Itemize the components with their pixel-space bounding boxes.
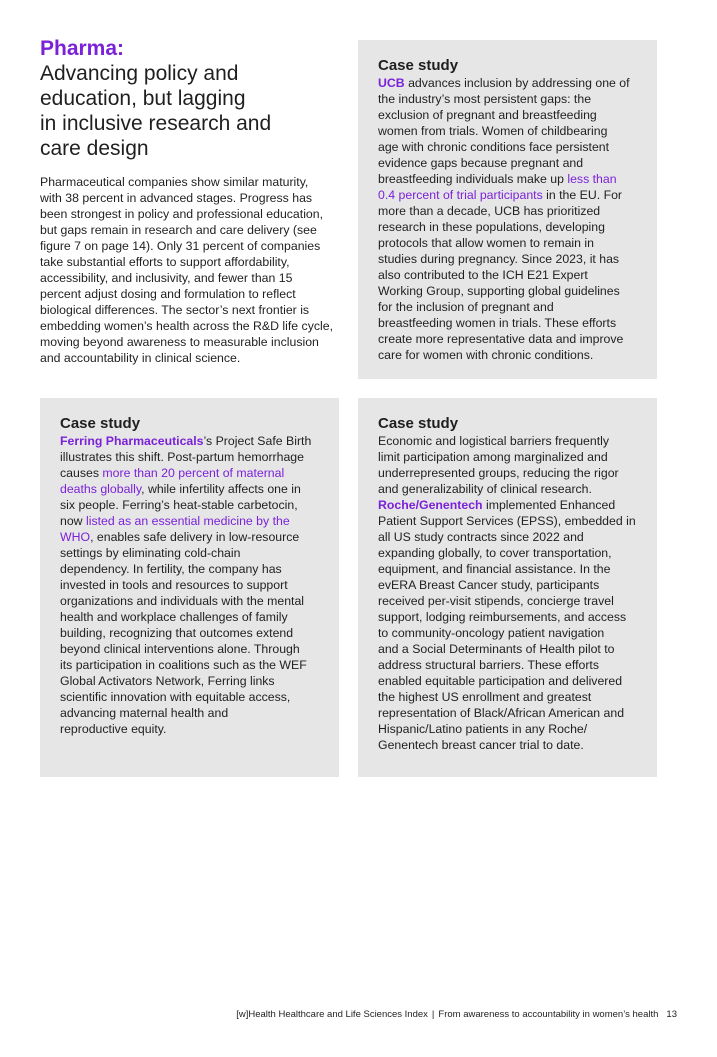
text-line: the highest US enrollment and greatest bbox=[378, 690, 592, 704]
text-line: research in these populations, developing bbox=[378, 220, 605, 234]
text-line: evidence gaps because pregnant and bbox=[378, 156, 584, 170]
text-line bbox=[378, 497, 637, 513]
text-line: all US study contracts since 2022 and bbox=[378, 530, 584, 544]
text-segment: causes bbox=[60, 466, 103, 480]
text-line: exclusion of pregnant and breastfeeding bbox=[378, 108, 597, 122]
text-line: illustrates this shift. Post-partum hemorrhage bbox=[60, 450, 304, 464]
text-line: more than a decade, UCB has prioritized bbox=[378, 204, 601, 218]
text-line bbox=[60, 529, 319, 545]
text-line: Genentech breast cancer trial to date. bbox=[378, 738, 584, 752]
section-kicker: Pharma: bbox=[40, 37, 125, 60]
text-line: accessibility, and inclusivity, and fewer than 15 bbox=[40, 271, 293, 285]
text-line: limit participation among marginalized and bbox=[378, 450, 608, 464]
text-line: and a Social Determinants of Health pilot to bbox=[378, 642, 615, 656]
text-line: with 38 percent in advanced stages. Progress has bbox=[40, 191, 313, 205]
maternal-deaths-link[interactable]: more than 20 percent of maternal bbox=[102, 466, 285, 480]
case-study-body bbox=[378, 75, 637, 363]
text-line: reproductive equity. bbox=[60, 722, 167, 736]
text-segment: , while infertility affects one in bbox=[141, 482, 301, 496]
case-study-title: Case study bbox=[378, 57, 459, 74]
text-line: support, lodging reimbursements, and access bbox=[378, 610, 627, 624]
text-segment: now bbox=[60, 514, 86, 528]
text-line bbox=[378, 171, 637, 187]
text-line: create more representative data and improve bbox=[378, 332, 624, 346]
company-name-ucb: UCB bbox=[378, 76, 405, 90]
text-line: but gaps remain in research and care delivery (see bbox=[40, 223, 317, 237]
text-line: embedding women’s health across the R&D life cycle, bbox=[40, 319, 333, 333]
page-title bbox=[40, 61, 345, 161]
text-line: underrepresented groups, reducing the rigor bbox=[378, 466, 619, 480]
case-study-ferring bbox=[40, 398, 339, 777]
text-line: building, recognizing that outcomes extend bbox=[60, 626, 294, 640]
text-line: figure 7 on page 14). Only 31 percent of companies bbox=[40, 239, 321, 253]
text-line: moving beyond awareness to measurable inclusion bbox=[40, 335, 319, 349]
text-line: settings by eliminating cold-chain bbox=[60, 546, 241, 560]
text-segment: ’s Project Safe Birth bbox=[203, 434, 312, 448]
headline-line: education, but lagging bbox=[40, 87, 246, 110]
text-segment: advances inclusion by addressing one of bbox=[404, 76, 630, 90]
text-segment: implemented Enhanced bbox=[482, 498, 616, 512]
case-study-ucb bbox=[358, 40, 657, 379]
case-study-roche bbox=[358, 398, 657, 777]
headline-line: care design bbox=[40, 137, 149, 160]
text-line bbox=[60, 513, 319, 529]
page-footer bbox=[236, 1009, 677, 1020]
text-line: address structural barriers. These efforts bbox=[378, 658, 599, 672]
company-name-roche: Roche/Genentech bbox=[378, 498, 483, 512]
text-line: representation of Black/African American and bbox=[378, 706, 625, 720]
text-line: scientific innovation with equitable access, bbox=[60, 690, 291, 704]
text-line: beyond clinical interventions alone. Through bbox=[60, 642, 300, 656]
text-line: expanding globally, to cover transportation, bbox=[378, 546, 612, 560]
text-line: protocols that allow women to remain in bbox=[378, 236, 594, 250]
text-line: take substantial efforts to support affordability, bbox=[40, 255, 290, 269]
essential-medicine-link[interactable]: WHO bbox=[60, 530, 91, 544]
text-line: biological differences. The sector’s next frontier is bbox=[40, 303, 310, 317]
text-line: Global Activators Network, Ferring links bbox=[60, 674, 275, 688]
text-line bbox=[378, 75, 637, 91]
text-line: enabled equitable participation and delivered bbox=[378, 674, 623, 688]
trial-participants-link[interactable]: 0.4 percent of trial participants bbox=[378, 188, 543, 202]
headline-line: Advancing policy and bbox=[40, 62, 239, 85]
text-line: Working Group, supporting global guidelines bbox=[378, 284, 620, 298]
maternal-deaths-link[interactable]: deaths globally bbox=[60, 482, 142, 496]
case-study-title: Case study bbox=[378, 415, 459, 432]
text-line: dependency. In fertility, the company has bbox=[60, 562, 282, 576]
text-segment: breastfeeding individuals make up bbox=[378, 172, 568, 186]
text-line: the industry’s most persistent gaps: the bbox=[378, 92, 592, 106]
text-line: also contributed to the ICH E21 Expert bbox=[378, 268, 588, 282]
text-line bbox=[60, 433, 319, 449]
text-line: six people. Ferring’s heat-stable carbetocin, bbox=[60, 498, 298, 512]
text-line: received per-visit stipends, concierge travel bbox=[378, 594, 614, 608]
text-line: organizations and individuals with the mental bbox=[60, 594, 305, 608]
case-study-body bbox=[60, 433, 319, 737]
footer-report-name: [w]Health Healthcare and Life Sciences Index bbox=[236, 1009, 428, 1020]
intro-paragraph bbox=[40, 174, 345, 366]
intro-section bbox=[40, 36, 345, 366]
headline-line: in inclusive research and bbox=[40, 112, 272, 135]
text-line: to community-oncology patient navigation bbox=[378, 626, 605, 640]
text-line: advancing maternal health and bbox=[60, 706, 229, 720]
trial-participants-link[interactable]: less than bbox=[567, 172, 617, 186]
company-name-ferring: Ferring Pharmaceuticals bbox=[60, 434, 204, 448]
text-line bbox=[378, 187, 637, 203]
text-line: age with chronic conditions face persistent bbox=[378, 140, 610, 154]
case-study-body bbox=[378, 433, 637, 753]
text-line bbox=[60, 481, 319, 497]
text-line: been strongest in policy and professional education, bbox=[40, 207, 324, 221]
footer-separator: | bbox=[431, 1009, 435, 1020]
text-line: Economic and logistical barriers frequently bbox=[378, 434, 610, 448]
text-line: Pharmaceutical companies show similar maturity, bbox=[40, 175, 309, 189]
text-line: Hispanic/Latino patients in any Roche/ bbox=[378, 722, 588, 736]
text-line: care for women with chronic conditions. bbox=[378, 348, 594, 362]
text-line: women from trials. Women of childbearing bbox=[378, 124, 608, 138]
text-line: breastfeeding women in trials. These efforts bbox=[378, 316, 617, 330]
page-number: 13 bbox=[666, 1009, 677, 1020]
text-segment: in the EU. For bbox=[542, 188, 623, 202]
essential-medicine-link[interactable]: listed as an essential medicine by the bbox=[85, 514, 290, 528]
text-line: Patient Support Services (EPSS), embedded in bbox=[378, 514, 636, 528]
footer-report-title: From awareness to accountability in women’s health bbox=[438, 1009, 659, 1020]
text-line: and accountability in clinical science. bbox=[40, 351, 241, 365]
text-line: and generalizability of clinical research. bbox=[378, 482, 592, 496]
text-line: percent adjust dosing and formulation to reflect bbox=[40, 287, 296, 301]
case-study-title: Case study bbox=[60, 415, 141, 432]
text-line bbox=[60, 465, 319, 481]
text-line: studies during pregnancy. Since 2023, it has bbox=[378, 252, 620, 266]
text-line: equipment, and financial assistance. In the bbox=[378, 562, 611, 576]
text-line: health and workplace challenges of family bbox=[60, 610, 288, 624]
text-line: evERA Breast Cancer study, participants bbox=[378, 578, 600, 592]
text-line: its participation in coalitions such as the WEF bbox=[60, 658, 307, 672]
text-line: invested in tools and resources to support bbox=[60, 578, 288, 592]
text-segment: , enables safe delivery in low-resource bbox=[90, 530, 300, 544]
text-line: for the inclusion of pregnant and bbox=[378, 300, 554, 314]
